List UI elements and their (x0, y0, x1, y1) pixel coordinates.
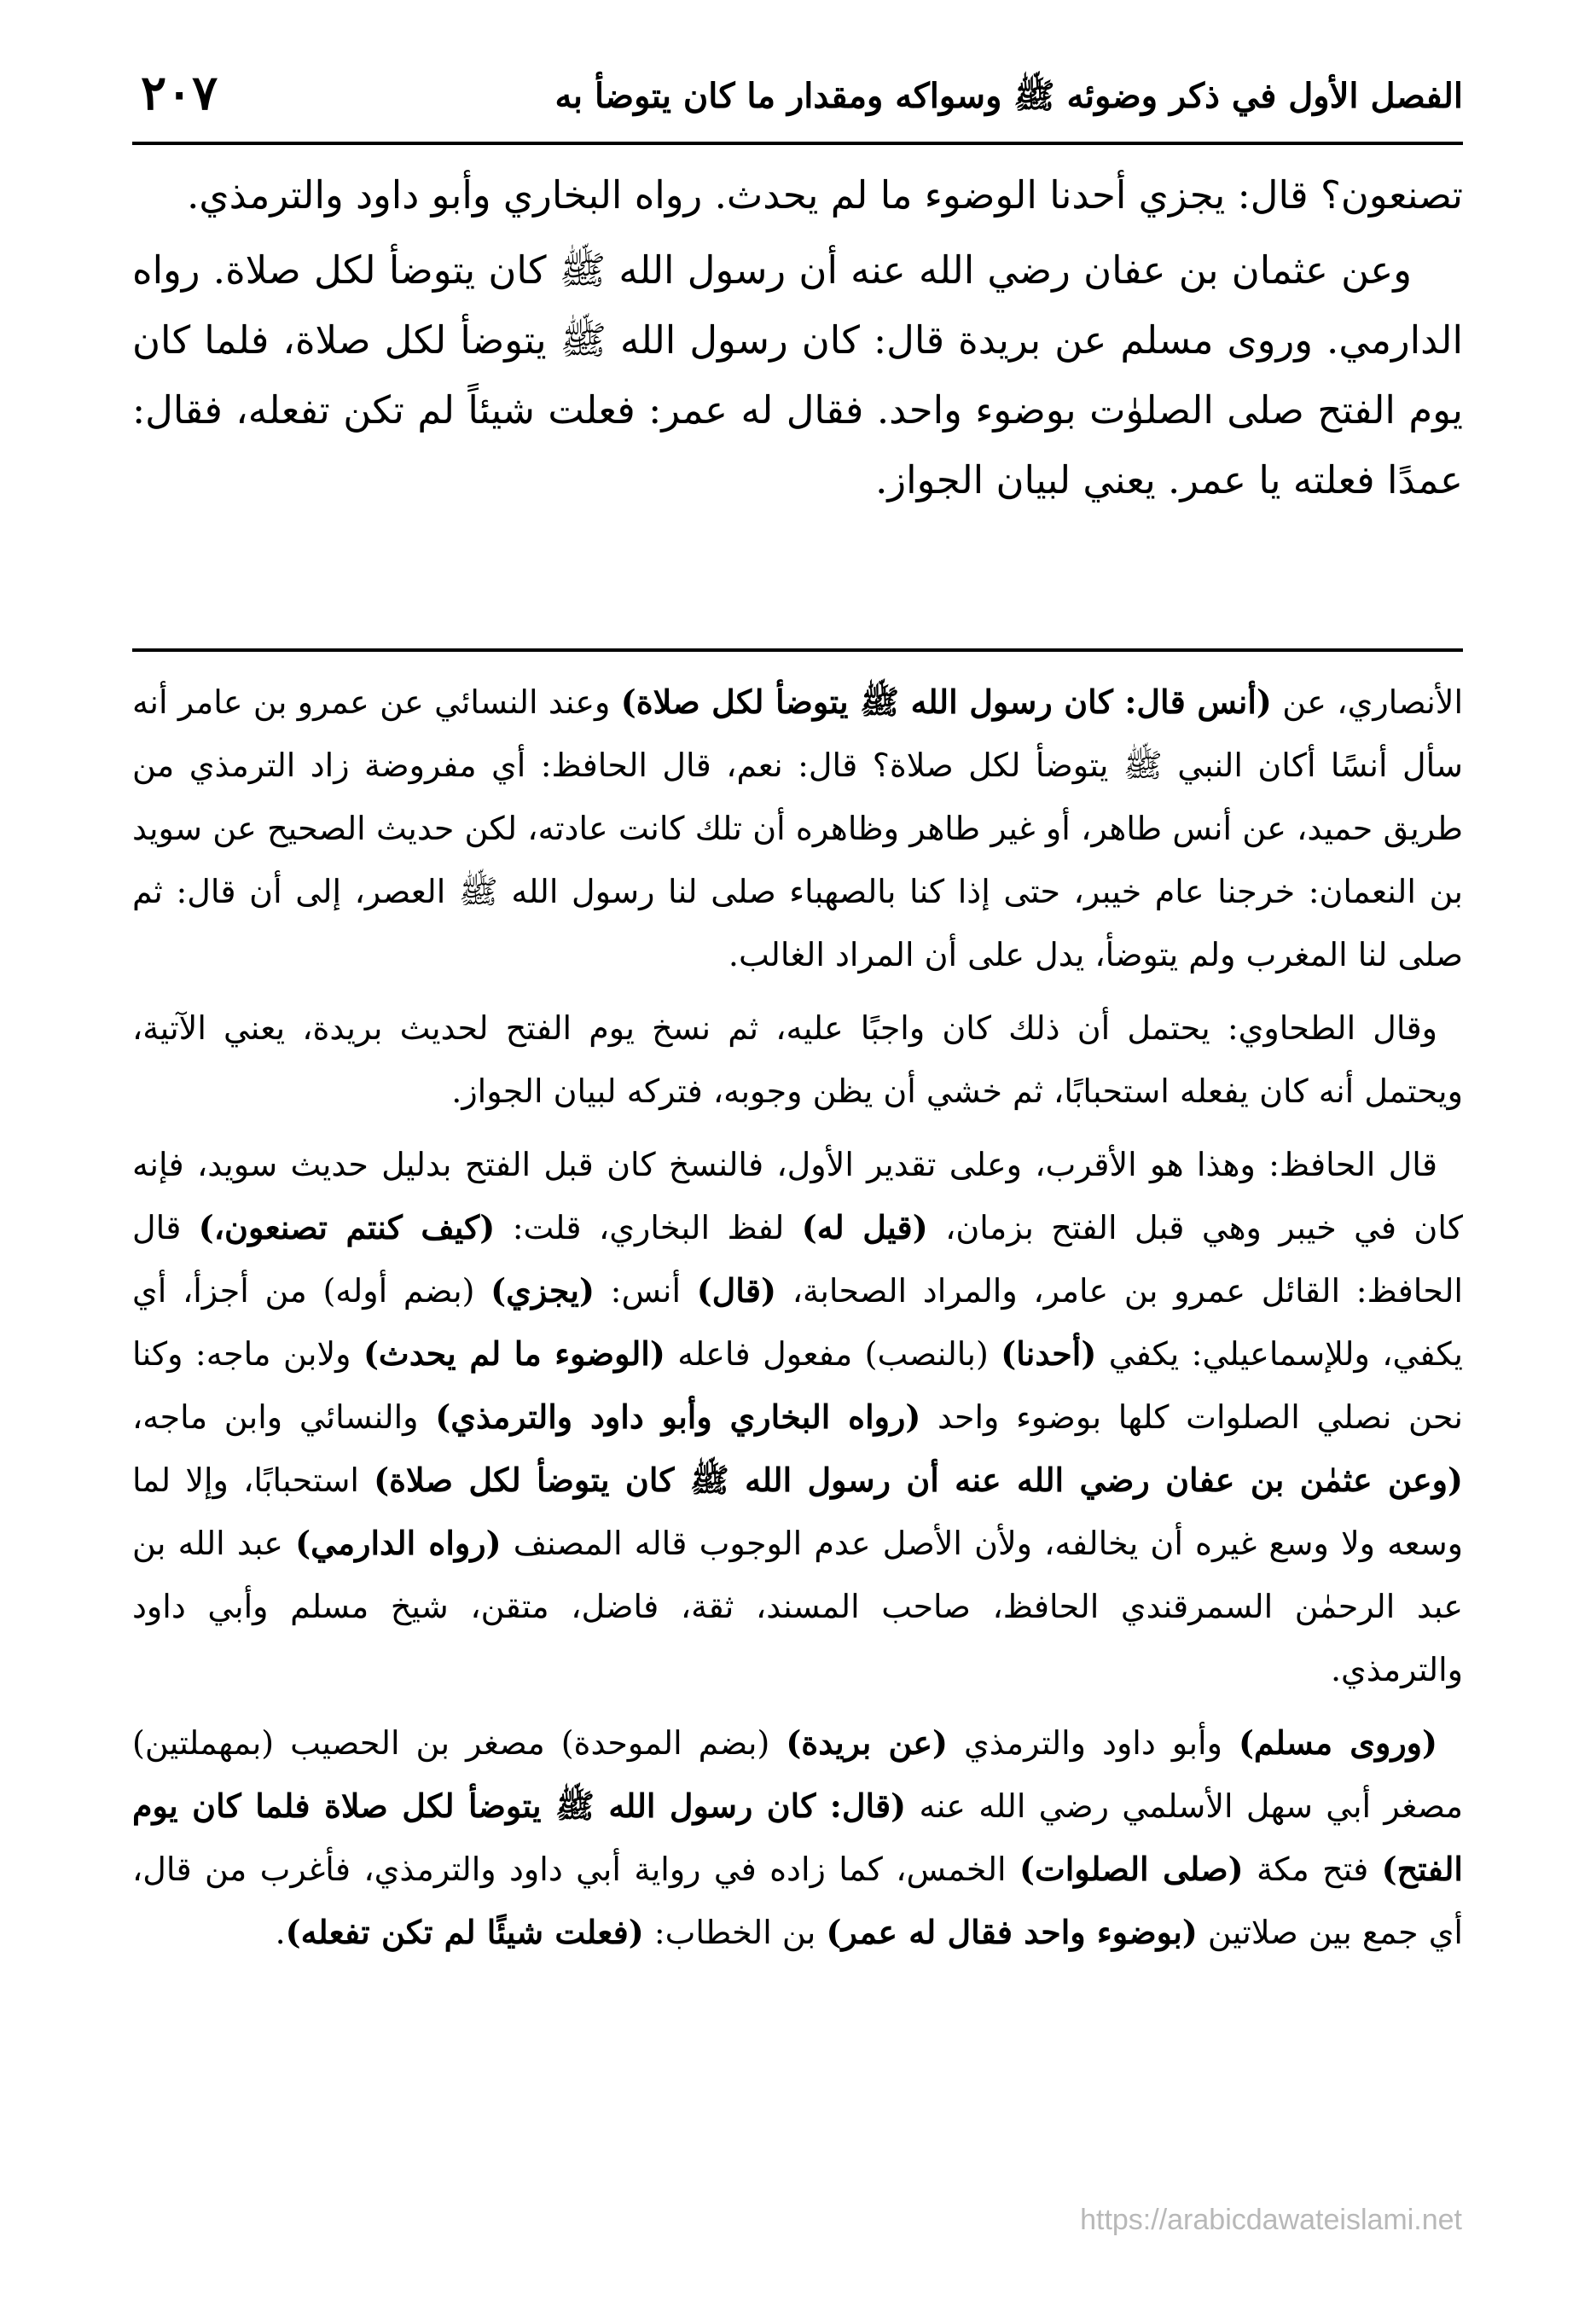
quoted-matn: (رواه البخاري وأبو داود والترمذي) (435, 1397, 921, 1436)
quoted-matn: (عن بريدة) (786, 1723, 949, 1762)
commentary-text-run: الأنصاري، عن (1271, 683, 1464, 721)
commentary-paragraph-2: وقال الطحاوي: يحتمل أن ذلك كان واجبًا عليه، ثم نسخ يوم الفتح لحديث بريدة، يعني الآتية، ويحتمل أنه كان يفعله استحبابًا، ثم خشي أن يظن وجوبه، فتركه لبيان الجواز. (132, 1009, 1463, 1110)
commentary-paragraph-3 (132, 1133, 1463, 1701)
commentary-text-run: الخمس، كما زاده في رواية أبي داود والترمذي، فأغرب من قال، أي جمع بين صلاتين (132, 1850, 1463, 1951)
commentary-paragraph-4 (132, 1711, 1463, 1964)
quoted-matn: (أحدنا) (1001, 1334, 1097, 1373)
hadith-paragraph-2: وعن عثمان بن عفان رضي الله عنه أن رسول الله ﷺ كان يتوضأ لكل صلاة. رواه الدارمي. وروى مسلم عن بريدة قال: كان رسول الله ﷺ يتوضأ لكل صلاة، فلما كان يوم الفتح صلى الصلوٰت بوضوء واحد. فقال له عمر: فعلت شيئاً لم تكن تفعله، فقال: عمدًا فعلته يا عمر. يعني لبيان الجواز. (132, 247, 1463, 503)
quoted-matn: (كيف كنتم تصنعون،) (198, 1208, 496, 1246)
commentary-divider (132, 648, 1463, 652)
book-page (132, 60, 1463, 2295)
quoted-matn: (وروى مسلم) (1238, 1723, 1438, 1762)
commentary-text-run: . (275, 1914, 286, 1951)
quoted-matn: (الوضوء ما لم يحدث) (363, 1334, 665, 1373)
commentary-text-run: أنس: (594, 1272, 697, 1310)
hadith-paragraph-1: تصنعون؟ قال: يجزي أحدنا الوضوء ما لم يحدث. رواه البخاري وأبو داود والترمذي. (187, 172, 1463, 218)
commentary-text-run: (بضم أوله) من أجزأ، أي يكفي، وللإسماعيلي: يكفي (132, 1272, 1464, 1373)
quoted-matn: (صلى الصلوات) (1019, 1850, 1244, 1888)
quoted-matn: (فعلت شيئًا لم تكن تفعله) (285, 1913, 644, 1951)
chapter-title: الفصل الأول في ذكر وضوئه ﷺ وسواكه ومقدار ما كان يتوضأ به (554, 76, 1463, 116)
commentary-text-run: وأبو داود والترمذي (948, 1724, 1239, 1762)
quoted-matn: (وعن عثمٰن بن عفان رضي الله عنه أن رسول الله ﷺ كان يتوضأ لكل صلاة) (374, 1461, 1463, 1499)
quoted-matn: (رواه الدارمي) (295, 1524, 502, 1562)
source-watermark: https://arabicdawateislami.net (1080, 2204, 1462, 2236)
quoted-matn: (يجزي) (490, 1271, 595, 1310)
quoted-matn: (قال: كان رسول الله ﷺ يتوضأ لكل صلاة فلما كان يوم الفتح) (132, 1787, 1463, 1888)
quoted-matn: (قيل له) (801, 1208, 928, 1246)
commentary-text-run: وعند النسائي عن عمرو بن عامر أنه سأل أنسًا أكان النبي ﷺ يتوضأ لكل صلاة؟ قال: نعم، قال الحافظ: أي مفروضة زاد الترمذي من طريق حميد، عن أنس طاهر، أو غير طاهر وظاهره أن تلك كانت عادته، لكن حديث الصحيح عن سويد بن النعمان: خرجنا عام خيبر، حتى إذا كنا بالصهباء صلى لنا رسول الله ﷺ العصر، إلى أن قال: ثم صلى لنا المغرب ولم يتوضأ، يدل على أن المراد الغالب. (132, 683, 1463, 973)
commentary-text-run: والنسائي وابن ماجه، (132, 1398, 436, 1436)
commentary-paragraph-1 (132, 671, 1463, 986)
commentary-text-run: قال الحافظ: وهذا هو الأقرب، وعلى تقدير الأول، فالنسخ كان قبل الفتح بدليل حديث سويد، فإنه كان في خيبر وهي قبل الفتح بزمان، (132, 1146, 1463, 1246)
commentary-text (132, 671, 1463, 1974)
quoted-matn: (أنس قال: كان رسول الله ﷺ يتوضأ لكل صلاة) (620, 683, 1272, 721)
commentary-text-run: فتح مكة (1243, 1850, 1382, 1888)
hadith-text (132, 160, 1463, 520)
quoted-matn: (قال) (696, 1271, 777, 1310)
page-number: ٢٠٧ (141, 65, 218, 121)
page-header (132, 60, 1463, 137)
commentary-text-run: بن الخطاب: (643, 1914, 827, 1951)
commentary-text-run: (بالنصب) مفعول فاعله (665, 1335, 1001, 1373)
commentary-text-run: (بضم الموحدة) مصغر بن الحصيب (بمهملتين) مصغر أبي سهل الأسلمي رضي الله عنه (132, 1724, 1463, 1825)
header-divider (132, 142, 1463, 145)
commentary-text-run: استحبابًا، وإلا لما وسعه ولا وسع غيره أن يخالفه، ولأن الأصل عدم الوجوب قاله المصنف (132, 1461, 1464, 1562)
commentary-text-run: لفظ البخاري، قلت: (495, 1209, 802, 1246)
commentary-text-run: ولابن ماجه: وكنا نحن نصلي الصلوات كلها بوضوء واحد (132, 1335, 1463, 1436)
commentary-text-run: عبد الله بن عبد الرحمٰن السمرقندي الحافظ، صاحب المسند، ثقة، فاضل، متقن، شيخ مسلم وأبي داود والترمذي. (132, 1525, 1463, 1688)
commentary-text-run: قال الحافظ: القائل عمرو بن عامر، والمراد الصحابة، (132, 1209, 1463, 1310)
quoted-matn: (بوضوء واحد فقال له عمر) (826, 1913, 1198, 1951)
